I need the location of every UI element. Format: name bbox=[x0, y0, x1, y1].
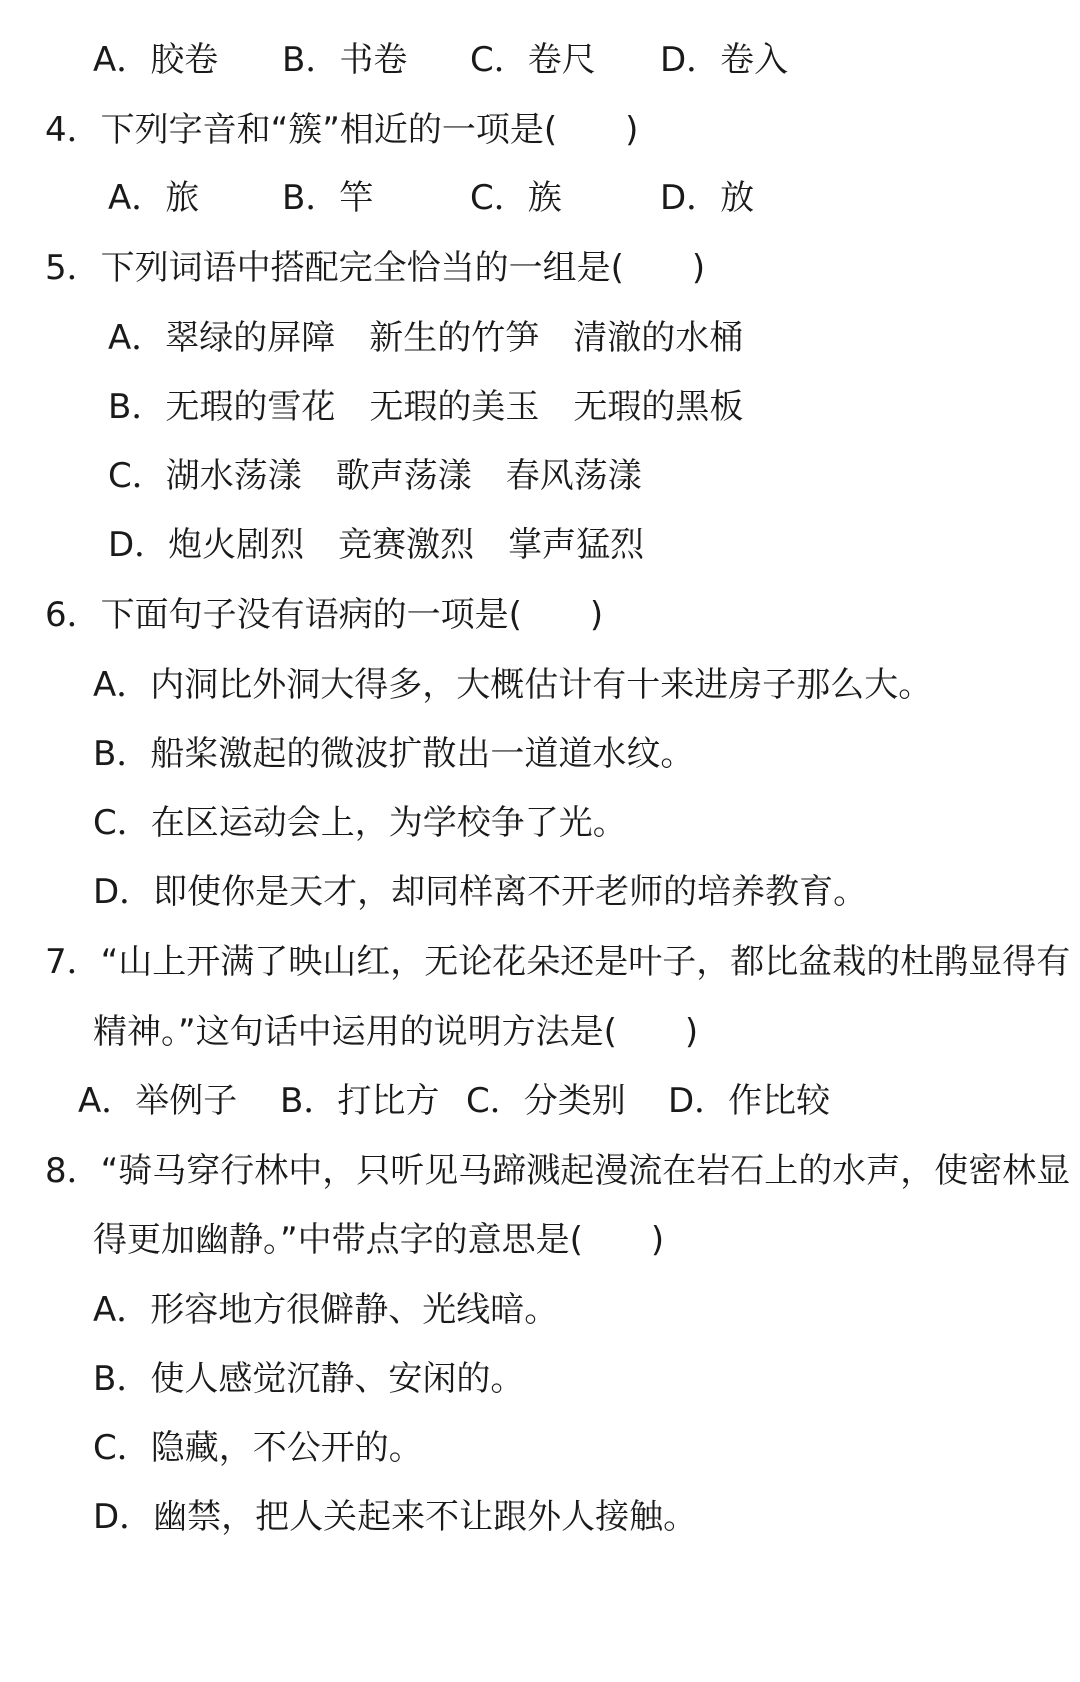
q4-option-a: A．旅 bbox=[108, 178, 200, 218]
q7-option-d: D．作比较 bbox=[668, 1081, 831, 1121]
q3-option-a: A．胶卷 bbox=[93, 40, 219, 80]
q3-option-b: B．书卷 bbox=[282, 40, 408, 80]
q7-stem-line1: 7．“山上开满了映山红，无论花朵还是叶子，都比盆栽的杜鹃显得有 bbox=[45, 942, 1071, 982]
q4-stem: 4．下列字音和“簇”相近的一项是( ) bbox=[45, 110, 639, 150]
q6-stem: 6．下面句子没有语病的一项是( ) bbox=[45, 595, 604, 635]
q8-option-b: B．使人感觉沉静、安闲的。 bbox=[93, 1359, 525, 1399]
q8-option-a: A．形容地方很僻静、光线暗。 bbox=[93, 1290, 559, 1330]
q6-option-c: C．在区运动会上，为学校争了光。 bbox=[93, 803, 627, 843]
q7-option-a: A．举例子 bbox=[78, 1081, 238, 1121]
q7-stem-line2: 精神。”这句话中运用的说明方法是( ) bbox=[93, 1012, 699, 1052]
q5-option-a: A．翠绿的屏障 新生的竹笋 清澈的水桶 bbox=[108, 318, 744, 358]
q7-option-b: B．打比方 bbox=[280, 1081, 440, 1121]
q6-option-d: D．即使你是天才，却同样离不开老师的培养教育。 bbox=[93, 872, 868, 912]
q6-option-a: A．内洞比外洞大得多，大概估计有十来进房子那么大。 bbox=[93, 665, 933, 705]
q5-option-c: C．湖水荡漾 歌声荡漾 春风荡漾 bbox=[108, 456, 642, 496]
q3-option-c: C．卷尺 bbox=[470, 40, 596, 80]
q5-option-b: B．无瑕的雪花 无瑕的美玉 无瑕的黑板 bbox=[108, 387, 744, 427]
q3-option-d: D．卷入 bbox=[660, 40, 789, 80]
q5-option-d: D．炮火剧烈 竞赛激烈 掌声猛烈 bbox=[108, 525, 645, 565]
q4-option-b: B．竿 bbox=[282, 178, 374, 218]
q6-option-b: B．船桨激起的微波扩散出一道道水纹。 bbox=[93, 734, 695, 774]
q8-stem-line1: 8．“骑马穿行林中，只听见马蹄溅起漫流在岩石上的水声，使密林显 bbox=[45, 1151, 1071, 1191]
q7-option-c: C．分类别 bbox=[466, 1081, 626, 1121]
q8-option-d: D．幽禁，把人关起来不让跟外人接触。 bbox=[93, 1497, 698, 1537]
q8-stem-line2: 得更加幽静。”中带点字的意思是( ) bbox=[93, 1220, 665, 1260]
q8-option-c: C．隐藏，不公开的。 bbox=[93, 1428, 423, 1468]
q4-option-c: C．族 bbox=[470, 178, 562, 218]
q4-option-d: D．放 bbox=[660, 178, 755, 218]
q5-stem: 5．下列词语中搭配完全恰当的一组是( ) bbox=[45, 248, 706, 288]
